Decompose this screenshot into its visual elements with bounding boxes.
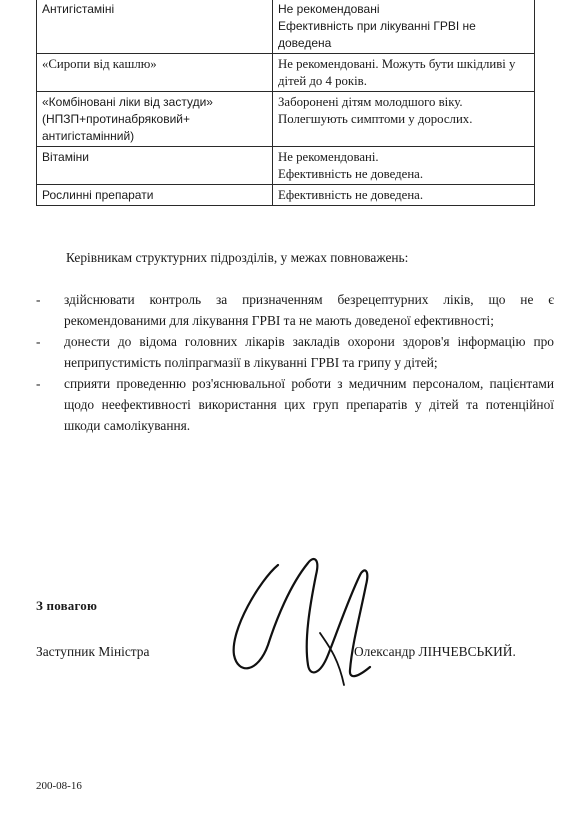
assessment-line: Полегшують симптоми у дорослих. bbox=[278, 112, 473, 126]
closing-greeting: З повагою bbox=[36, 598, 98, 613]
list-item bbox=[36, 289, 554, 331]
drug-recommendation-table bbox=[36, 0, 535, 206]
instruction-intro: Керівникам структурних підрозділів, у межах повноважень: bbox=[66, 250, 409, 265]
drug-group-cell: Антигістаміні bbox=[37, 0, 273, 54]
assessment-line: Ефективність при лікуванні ГРВІ не доведена bbox=[278, 19, 476, 50]
table-row bbox=[37, 185, 535, 206]
table-row bbox=[37, 0, 535, 54]
bullet-marker: - bbox=[36, 292, 41, 307]
instruction-list bbox=[36, 289, 554, 436]
drug-group-cell: Рослинні препарати bbox=[37, 185, 273, 206]
list-item-text: здійснювати контроль за призначенням безрецептурних ліків, що не є рекомендованими для лікування ГРВІ та не мають доведеної ефективності; bbox=[64, 292, 554, 328]
handwritten-signature bbox=[220, 545, 410, 705]
table-row bbox=[37, 92, 535, 147]
assessment-line: Не рекомендовані. Можуть бути шкідливі у дітей до 4 років. bbox=[278, 57, 516, 88]
assessment-line: Не рекомендовані. bbox=[278, 150, 379, 164]
table-row bbox=[37, 147, 535, 185]
signer-name: Олександр ЛІНЧЕВСЬКИЙ. bbox=[354, 644, 516, 659]
list-item bbox=[36, 331, 554, 373]
list-item-text: донести до відома головних лікарів закладів охорони здоров'я інформацію про неприпустимість поліпрагмазії в лікуванні ГРВІ та грипу у дітей; bbox=[64, 334, 554, 370]
table-row bbox=[37, 54, 535, 92]
signer-position: Заступник Міністра bbox=[36, 644, 150, 659]
assessment-line: Заборонені дітям молодшого віку. bbox=[278, 95, 463, 109]
bullet-marker: - bbox=[36, 334, 41, 349]
drug-group-cell: Вітаміни bbox=[37, 147, 273, 185]
assessment-line: Ефективність не доведена. bbox=[278, 167, 424, 181]
assessment-cell bbox=[273, 147, 535, 185]
assessment-line: Ефективність не доведена. bbox=[278, 188, 424, 202]
drug-group-cell: «Комбіновані ліки від застуди» (НПЗП+протинабряковий+ антигістамінний) bbox=[37, 92, 273, 147]
document-number: 200-08-16 bbox=[36, 780, 82, 792]
assessment-line: Не рекомендовані bbox=[278, 2, 380, 16]
assessment-cell bbox=[273, 185, 535, 206]
assessment-cell bbox=[273, 0, 535, 54]
drug-group-cell: «Сиропи від кашлю» bbox=[37, 54, 273, 92]
bullet-marker: - bbox=[36, 376, 41, 391]
list-item-text: сприяти проведенню роз'яснювальної роботи з медичним персоналом, пацієнтами щодо неефективності використання цих груп препаратів у дітей та потенційної шкоди самолікування. bbox=[64, 376, 554, 433]
assessment-cell bbox=[273, 54, 535, 92]
assessment-cell bbox=[273, 92, 535, 147]
list-item bbox=[36, 373, 554, 436]
